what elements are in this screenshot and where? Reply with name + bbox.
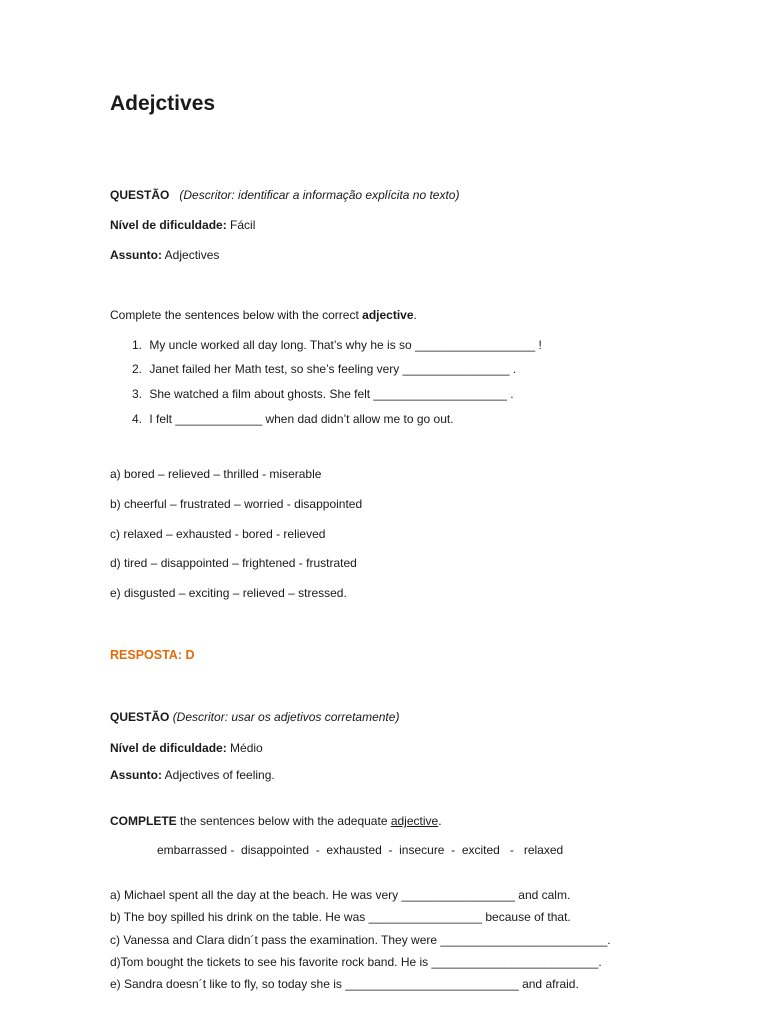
q1-option-b: b) cheerful – frustrated – worried - disappointed — [110, 497, 363, 511]
q1-answer: RESPOSTA: D — [110, 648, 195, 662]
q1-option-d: d) tired – disappointed – frightened - frustrated — [110, 556, 357, 570]
q2-descriptor: (Descritor: usar os adjetivos corretamente) — [172, 710, 400, 724]
q1-difficulty — [110, 217, 255, 233]
q1-sentence-text: She watched a film about ghosts. She felt ____________________ . — [149, 387, 514, 401]
q2-sentence-a: a) Michael spent all the day at the beach. He was very _________________ and calm. — [110, 888, 571, 902]
q1-sentence-text: I felt _____________ when dad didn’t allow me to go out. — [149, 412, 454, 426]
q1-instruction-keyword: adjective — [362, 308, 414, 322]
q2-sentence-e: e) Sandra doesn´t like to fly, so today she is __________________________ and afraid. — [110, 977, 579, 991]
q1-sentence-text: Janet failed her Math test, so she’s feeling very ________________ . — [149, 362, 517, 376]
q1-instruction-pre: Complete the sentences below with the correct — [110, 308, 363, 322]
q2-difficulty — [110, 740, 263, 756]
q1-subject-label: Assunto: — [110, 248, 162, 262]
q1-sentence-number: 1. — [132, 338, 143, 352]
q2-label: QUESTÃO — [110, 710, 170, 724]
q1-sentence — [132, 386, 514, 402]
q2-word-bank: embarrassed - disappointed - exhausted - insecure - excited - relaxed — [157, 843, 564, 857]
q2-sentence-b: b) The boy spilled his drink on the table. He was _________________ because of that. — [110, 910, 571, 924]
q2-sentence-d: d)Tom bought the tickets to see his favorite rock band. He is _________________________. — [110, 955, 602, 969]
q1-option-e: e) disgusted – exciting – relieved – stressed. — [110, 586, 347, 600]
q2-instruction-keyword: COMPLETE — [110, 814, 177, 828]
q1-sentence — [132, 337, 542, 353]
q2-instruction — [110, 813, 442, 829]
q2-instruction-post: . — [438, 814, 442, 828]
q1-sentence-number: 2. — [132, 362, 143, 376]
q1-header — [110, 187, 459, 203]
q1-instruction-post: . — [413, 308, 417, 322]
q1-option-a: a) bored – relieved – thrilled - miserable — [110, 467, 322, 481]
q1-sentence-text: My uncle worked all day long. That’s why he is so __________________ ! — [149, 338, 542, 352]
q2-instruction-underlined: adjective — [390, 814, 439, 828]
q1-descriptor: (Descritor: identificar a informação explícita no texto) — [179, 188, 460, 202]
q1-sentence-number: 4. — [132, 412, 143, 426]
q1-subject-value: Adjectives — [164, 248, 220, 262]
q2-subject-value: Adjectives of feeling. — [164, 768, 275, 782]
q1-subject — [110, 247, 219, 263]
q1-sentence — [132, 361, 516, 377]
q2-subject-label: Assunto: — [110, 768, 162, 782]
q1-sentence-number: 3. — [132, 387, 143, 401]
q2-sentence-c: c) Vanessa and Clara didn´t pass the examination. They were _________________________. — [110, 933, 611, 947]
q1-option-c: c) relaxed – exhausted - bored - relieved — [110, 527, 326, 541]
q2-difficulty-label: Nível de dificuldade: — [110, 741, 227, 755]
q1-label: QUESTÃO — [110, 188, 170, 202]
q2-difficulty-value: Médio — [230, 741, 263, 755]
q1-difficulty-value: Fácil — [230, 218, 256, 232]
q2-header — [110, 709, 399, 725]
q1-difficulty-label: Nível de dificuldade: — [110, 218, 227, 232]
q1-instruction — [110, 307, 417, 323]
q1-sentence — [132, 411, 454, 427]
document-title: Adejctives — [110, 92, 216, 115]
q2-instruction-pre: the sentences below with the adequate — [176, 814, 391, 828]
q2-subject — [110, 767, 275, 783]
